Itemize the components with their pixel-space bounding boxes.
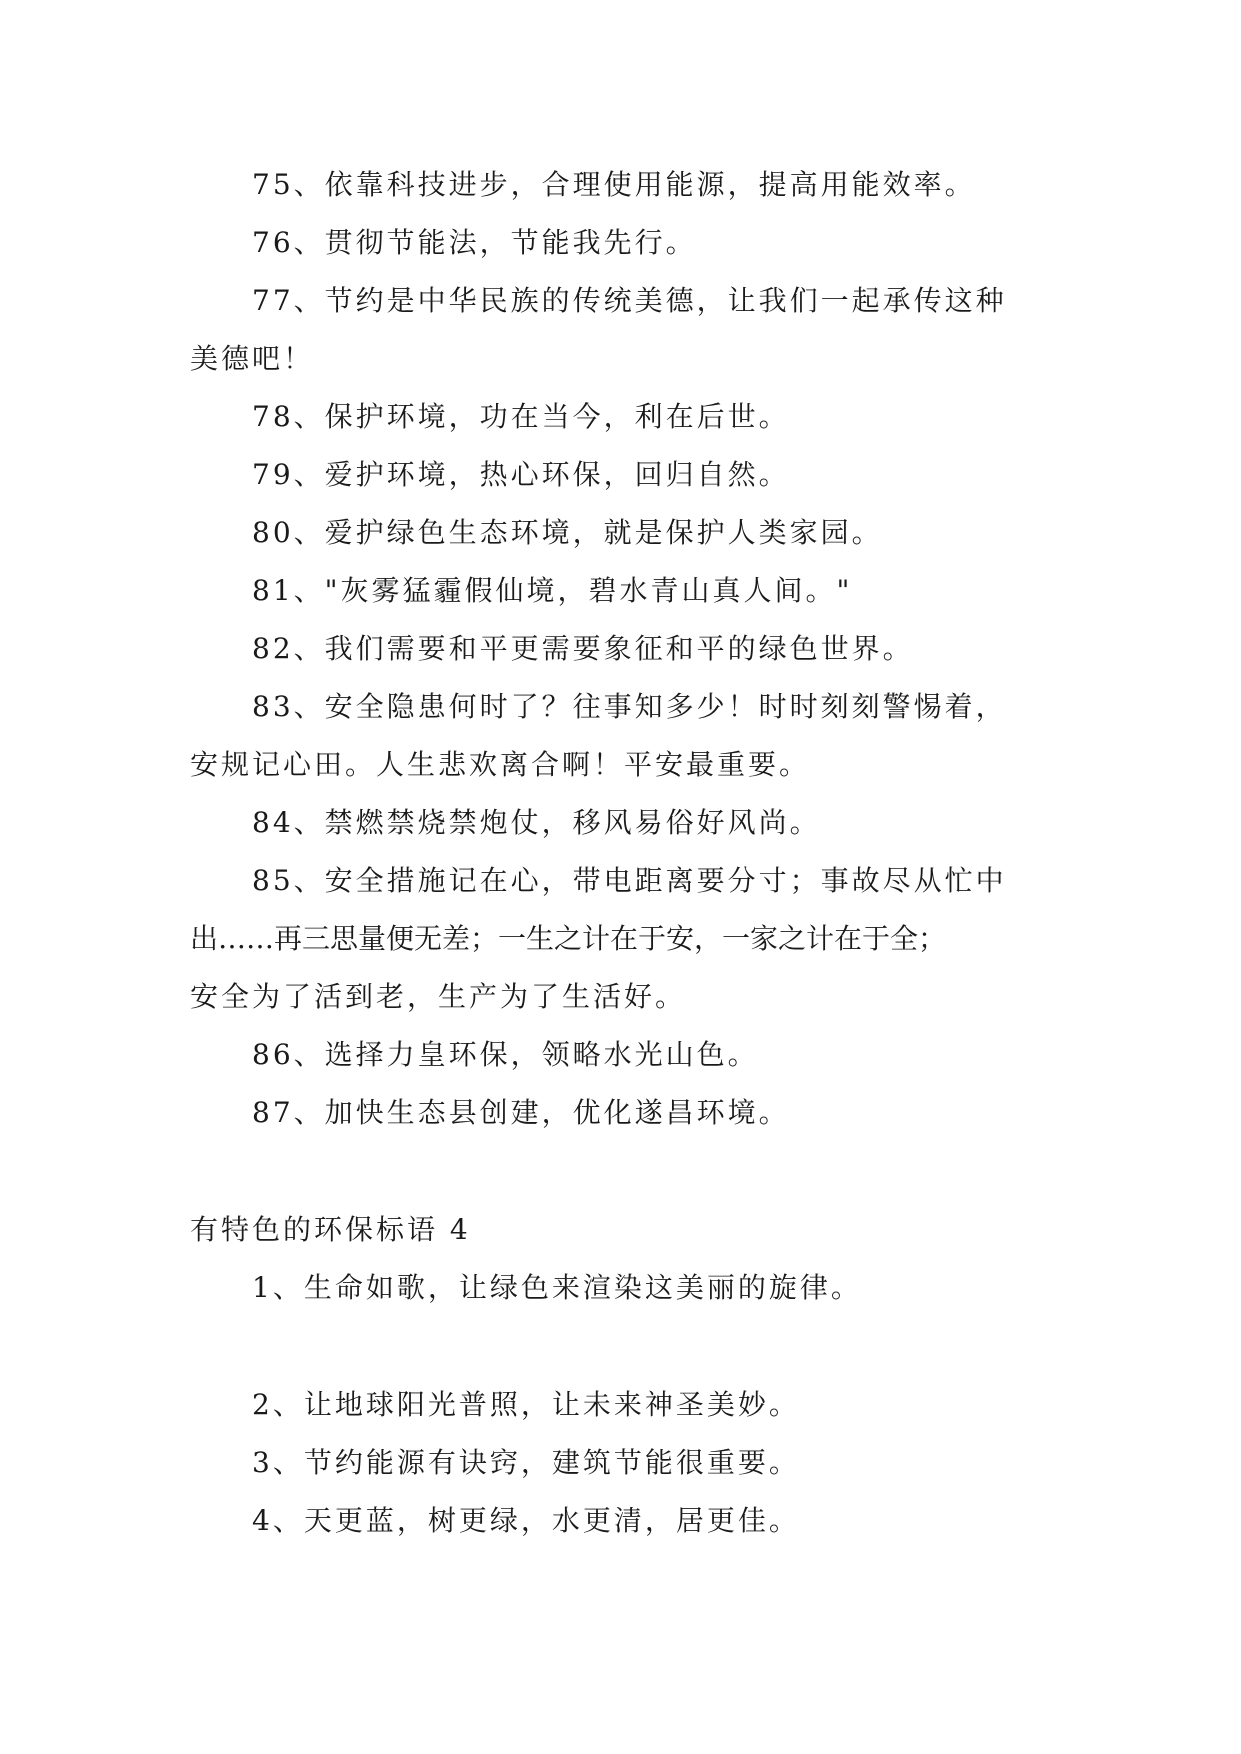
slogan-82: 82、我们需要和平更需要象征和平的绿色世界。 (252, 632, 914, 665)
slogan-2: 2、让地球阳光普照，让未来神圣美妙。 (252, 1388, 800, 1421)
slogan-78: 78、保护环境，功在当今，利在后世。 (252, 400, 790, 433)
slogan-84: 84、禁燃禁烧禁炮仗，移风易俗好风尚。 (252, 806, 821, 839)
slogan-87: 87、加快生态县创建，优化遂昌环境。 (252, 1096, 790, 1129)
slogan-80: 80、爱护绿色生态环境，就是保护人类家园。 (252, 516, 883, 549)
slogan-79: 79、爱护环境，热心环保，回归自然。 (252, 458, 790, 491)
slogan-75: 75、依靠科技进步，合理使用能源，提高用能效率。 (252, 168, 976, 201)
slogan-85: 85、安全措施记在心，带电距离要分寸；事故尽从忙中 (252, 864, 1007, 897)
slogan-77-continued: 美德吧！ (190, 342, 315, 375)
section-heading: 有特色的环保标语 4 (190, 1213, 471, 1246)
slogan-4: 4、天更蓝，树更绿，水更清，居更佳。 (252, 1504, 800, 1537)
slogan-86: 86、选择力皇环保，领略水光山色。 (252, 1038, 759, 1071)
slogan-76: 76、贯彻节能法，节能我先行。 (252, 226, 697, 259)
slogan-85-continued-1: 出……再三思量便无差；一生之计在于安，一家之计在于全； (190, 922, 947, 955)
slogan-3: 3、节约能源有诀窍，建筑节能很重要。 (252, 1446, 800, 1479)
slogan-77: 77、节约是中华民族的传统美德，让我们一起承传这种 (252, 284, 1007, 317)
slogan-83: 83、安全隐患何时了？往事知多少！时时刻刻警惕着， (252, 690, 1007, 723)
slogan-83-continued: 安规记心田。人生悲欢离合啊！平安最重要。 (190, 748, 811, 781)
slogan-1: 1、生命如歌，让绿色来渲染这美丽的旋律。 (252, 1271, 862, 1304)
slogan-81: 81、"灰雾猛霾假仙境，碧水青山真人间。" (252, 574, 853, 607)
slogan-85-continued-2: 安全为了活到老，生产为了生活好。 (190, 980, 687, 1013)
